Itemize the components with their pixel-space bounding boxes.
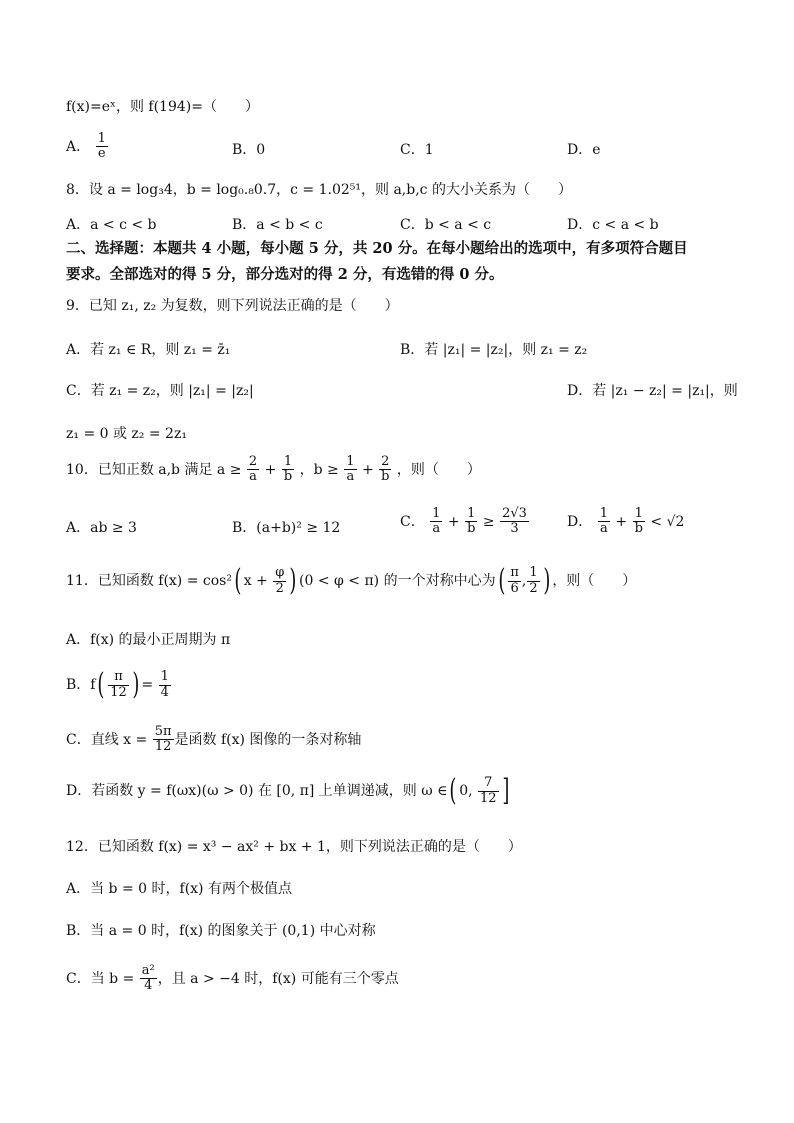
frac-den: 12 <box>110 684 127 700</box>
q10-stem-pre: 10．已知正数 a,b 满足 a ≥ <box>66 461 242 478</box>
frac-num: 2 <box>248 454 258 469</box>
q10-option-c <box>400 507 530 537</box>
q10-frac-1-over-a <box>344 455 356 485</box>
frac-den: b <box>467 521 476 537</box>
q7-option-d <box>567 143 601 157</box>
q7-option-a-num: 1 <box>97 131 106 146</box>
q7-option-b <box>232 143 265 157</box>
plus-sign: + <box>615 513 628 530</box>
frac-2root3-over-3 <box>500 507 529 537</box>
q11-inner: x + <box>243 573 268 589</box>
q12-option-c-post: ，且 a > −4 时，f(x) 可能有三个零点 <box>157 970 399 987</box>
q10-option-b: B．(a+b)² ≥ 12 <box>232 520 341 536</box>
q11-option-c-post: 是函数 f(x) 图像的一条对称轴 <box>174 731 362 748</box>
frac-1-over-2 <box>527 566 539 596</box>
q11-option-c-pre: C．直线 x = <box>66 731 148 748</box>
q7-option-a-letter: A． <box>66 138 91 155</box>
equals-sign: = <box>141 677 154 693</box>
q10-option-d-letter: D． <box>567 513 593 530</box>
frac-den: b <box>283 469 293 485</box>
frac-num: 1 <box>599 506 608 521</box>
q7-stem: f(x)=eˣ，则 f(194)=（ ） <box>66 99 259 115</box>
frac-5pi-over-12 <box>153 725 174 755</box>
frac-pi-over-12 <box>108 670 129 700</box>
q11-stem-post: ，则（ ） <box>552 573 637 589</box>
q11-option-d-pre: D．若函数 y = f(ωx)(ω > 0) 在 [0, π] 上单调递减，则 ω ∈ <box>66 783 448 799</box>
q8-option-c: C．b < a < c <box>400 217 492 233</box>
frac-num: π <box>510 565 519 581</box>
q10-frac-2-over-b <box>379 455 391 485</box>
q7-option-a-den: e <box>97 146 106 162</box>
frac-den: b <box>381 469 390 485</box>
frac-den: a <box>346 469 355 485</box>
plus-sign: + <box>361 461 374 478</box>
q9-option-d: D．若 |z₁ − z₂| = |z₁|，则 <box>567 383 738 399</box>
frac-num: a² <box>141 963 155 978</box>
q12-stem: 12．已知函数 f(x) = x³ − ax² + bx + 1，则下列说法正确的是（ ） <box>66 839 522 855</box>
q11-option-b: B．f( $\frac{\pi}{12}$ ) = $\frac{1}{4}$ <box>66 667 169 702</box>
q10-option-d-tail: < √2 <box>650 513 685 530</box>
frac-den: 3 <box>510 521 519 537</box>
frac-num: 2√3 <box>502 506 527 521</box>
q9-stem: 9．已知 z₁, z₂ 为复数，则下列说法正确的是（ ） <box>66 298 399 314</box>
q9-option-b: B．若 |z₁| = |z₂|，则 z₁ = z₂ <box>400 342 588 358</box>
q11-option-a: A．f(x) 的最小正周期为 π <box>66 632 231 648</box>
frac-7-over-12 <box>478 776 499 806</box>
frac-num: 1 <box>160 669 169 685</box>
q7-option-c-letter: C． <box>400 142 425 158</box>
q8-option-d: D．c < a < b <box>567 217 659 233</box>
q7-option-d-letter: D． <box>567 142 593 158</box>
q12-option-c-pre: C．当 b = <box>66 970 135 987</box>
frac-den: a <box>432 521 441 537</box>
frac-num: 1 <box>529 565 538 581</box>
frac-den: 2 <box>275 580 284 596</box>
frac-num: 7 <box>478 776 499 791</box>
q11-option-c <box>66 725 361 755</box>
q7-option-d-text: e <box>592 142 601 158</box>
q7-option-c <box>400 143 434 157</box>
q11-stem-pre: 11．已知函数 f(x) = cos² <box>66 573 232 589</box>
geq-sign: ≥ <box>482 513 495 530</box>
q7-option-b-text: 0 <box>256 142 266 158</box>
q11-condition: (0 < φ < π) 的一个对称中心为 <box>299 573 496 589</box>
frac-den: 4 <box>144 978 153 994</box>
q8-stem: 8．设 a = log₃4，b = log₀.₈0.7，c = 1.02⁵¹，则 a,b,c 的大小关系为（ ） <box>66 182 572 198</box>
q7-option-c-text: 1 <box>424 142 434 158</box>
frac-num: 2 <box>379 455 391 470</box>
frac-pi-over-6 <box>508 566 521 596</box>
section-heading-line2: 要求。全部选对的得 5 分，部分选对的得 2 分，有选错的得 0 分。 <box>66 266 504 283</box>
section-heading-line1: 二、选择题：本题共 4 小题，每小题 5 分，共 20 分。在每小题给出的选项中，有多项符合题目 <box>66 240 688 257</box>
frac-1-over-4 <box>159 670 171 700</box>
frac-a2-over-4 <box>140 964 157 994</box>
frac-den: a <box>249 469 257 485</box>
q8-option-a: A．a < c < b <box>66 217 157 233</box>
frac-num: π <box>108 670 129 685</box>
frac-den: 2 <box>529 580 538 596</box>
frac-num: 1 <box>346 454 355 469</box>
q7-option-a <box>66 132 109 162</box>
q9-option-a: A．若 z₁ ∈ R，则 z₁ = z̄₁ <box>66 342 231 358</box>
q11-option-d-zero: 0, <box>459 783 473 799</box>
q12-option-a: A．当 b = 0 时，f(x) 有两个极值点 <box>66 881 292 897</box>
frac-num: 1 <box>633 507 645 522</box>
q12-option-b: B．当 a = 0 时，f(x) 的图象关于 (0,1) 中心对称 <box>66 923 376 939</box>
frac-num: 1 <box>465 507 477 522</box>
frac-den: 12 <box>480 790 497 806</box>
q11-stem: 11．已知函数 f(x) = cos²( x + $\frac{\varphi}{2}$ ) (0 < φ < π) 的一个对称中心为( $\frac{\pi}{6}$ , $\frac{1}{2}$ ) ，则（ ） <box>66 563 637 598</box>
q10-option-d <box>567 507 684 537</box>
frac-num: 1 <box>282 455 294 470</box>
q10-frac-1-over-b <box>282 455 294 485</box>
q7-option-a-fraction <box>96 132 108 162</box>
frac-1-over-b <box>465 507 477 537</box>
frac-num: 1 <box>432 506 441 521</box>
frac-den: 4 <box>160 684 169 700</box>
frac-den: 6 <box>510 580 519 596</box>
q12-option-c <box>66 964 399 994</box>
frac-1-over-a <box>430 507 442 537</box>
frac-phi-over-2 <box>273 566 286 596</box>
q10-option-c-letter: C． <box>400 513 425 530</box>
frac-den: b <box>634 521 643 537</box>
frac-1-over-b <box>633 507 645 537</box>
q9-option-d-continued: z₁ = 0 或 z₂ = 2z₁ <box>66 426 187 442</box>
plus-sign: + <box>264 461 277 478</box>
frac-den: a <box>599 521 608 537</box>
q11-option-b-pre: B．f <box>66 677 96 693</box>
q10-stem <box>66 455 481 485</box>
frac-num: φ <box>275 565 285 581</box>
q8-option-b: B．a < b < c <box>232 217 323 233</box>
q10-option-a: A．ab ≥ 3 <box>66 520 137 536</box>
q10-frac-2-over-a <box>247 455 259 485</box>
q7-option-b-letter: B． <box>232 142 257 158</box>
q10-stem-post: ，则（ ） <box>396 461 481 478</box>
q9-option-c: C．若 z₁ = z₂，则 |z₁| = |z₂| <box>66 383 254 399</box>
frac-1-over-a <box>598 507 610 537</box>
frac-num: 5π <box>154 724 172 739</box>
q10-stem-mid: ，b ≥ <box>299 461 339 478</box>
q11-option-d: D．若函数 y = f(ωx)(ω > 0) 在 [0, π] 上单调递减，则 ω ∈( 0, $\frac{7}{12}$ ] <box>66 773 509 808</box>
frac-den: 12 <box>154 739 172 755</box>
plus-sign: + <box>447 513 460 530</box>
